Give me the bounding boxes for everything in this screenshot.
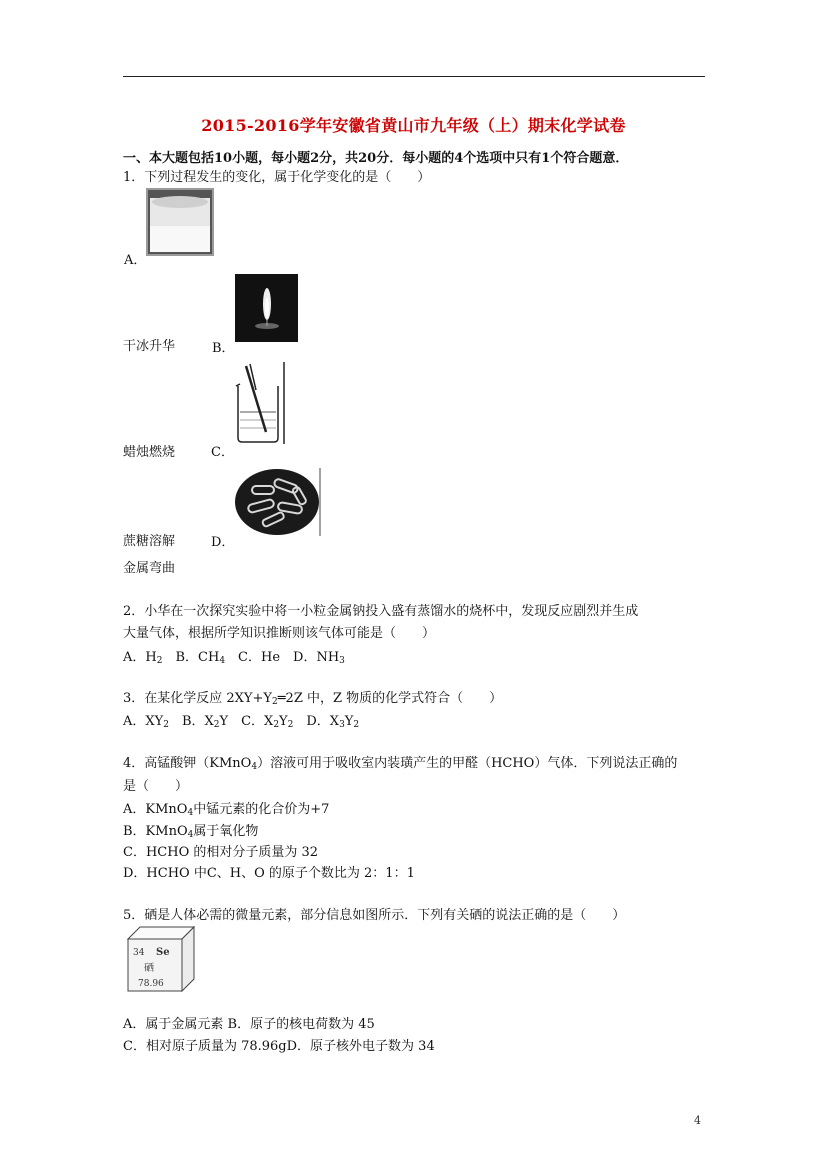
q3-stem-subscript: 2 <box>272 697 278 707</box>
q3-option-b: B．X <box>181 714 214 729</box>
element-mass: 78.96 <box>138 979 164 989</box>
q4-option-a <box>123 798 329 817</box>
q4-option-b-subscript: 4 <box>187 830 194 840</box>
q3-stem-pre: 3．在某化学反应 2XY+Y <box>123 691 272 706</box>
exam-title: 2015-2016学年安徽省黄山市九年级（上）期末化学试卷 <box>201 116 626 135</box>
q1-option-d-label: D． <box>211 535 235 550</box>
q4-option-d: D．HCHO 中C、H、O 的原子个数比为 2：1：1 <box>123 866 415 881</box>
q4-option-c: C．HCHO 的相对分子质量为 32 <box>123 845 319 860</box>
q4-stem-line1 <box>123 752 677 771</box>
q4-stem-line2: 是（ ） <box>123 779 189 794</box>
q4-stem-post: ）溶液可用于吸收室内装璜产生的甲醛（HCHO）气体．下列说法正确的 <box>257 756 678 771</box>
q3-option-c-mid: Y <box>279 714 288 729</box>
q1-option-a-label: A． <box>124 253 147 268</box>
q3-option-d-subscript-2: 2 <box>353 720 360 730</box>
q1-option-b-label: B． <box>212 341 235 356</box>
q1-option-c-label: C． <box>211 445 234 460</box>
q5-options-ab: A．属于金属元素 B．原子的核电荷数为 45 <box>123 1017 375 1032</box>
candle-flame-image <box>235 274 298 342</box>
q3-option-d: D．X <box>306 714 340 729</box>
q3-option-c-subscript-2: 2 <box>287 720 294 730</box>
q2-option-a: A．H <box>123 650 157 665</box>
q4-option-b-post: 属于氧化物 <box>193 824 259 839</box>
element-symbol: Se <box>156 947 170 958</box>
q1-caption-3: 蔗糖溶解 <box>123 534 176 549</box>
q3-stem <box>123 687 502 706</box>
page-number: 4 <box>694 1114 701 1127</box>
q3-option-d-subscript-1: 3 <box>339 720 345 730</box>
q2-option-a-subscript: 2 <box>156 656 163 666</box>
q1-stem: 1．下列过程发生的变化，属于化学变化的是（ ） <box>123 170 431 185</box>
q3-option-a: A．XY <box>123 714 164 729</box>
q3-option-a-subscript: 2 <box>163 720 169 730</box>
q4-option-a-subscript: 4 <box>187 808 194 818</box>
q2-stem-line2: 大量气体，根据所学知识推断则该气体可能是（ ） <box>123 626 436 641</box>
q3-option-c-subscript-1: 2 <box>273 720 280 730</box>
beaker-image <box>232 360 287 445</box>
q2-option-d-subscript: 3 <box>339 656 345 666</box>
q4-option-a-post: 中锰元素的化合价为+7 <box>193 802 330 817</box>
header-rule <box>123 76 705 77</box>
q2-options <box>123 646 345 665</box>
section-heading: 一、本大题包括10小题，每小题2分，共20分．每小题的4个选项中只有1个符合题意． <box>123 151 629 166</box>
q4-stem-subscript: 4 <box>251 762 258 772</box>
selenium-element-card <box>124 925 196 993</box>
element-number: 34 <box>133 948 145 958</box>
q4-stem-pre: 4．高锰酸钾（KMnO <box>123 756 252 771</box>
q4-option-a-pre: A．KMnO <box>123 802 188 817</box>
q3-stem-post: ═2Z 中，Z 物质的化学式符合（ ） <box>277 691 503 706</box>
q1-caption-2: 蜡烛燃烧 <box>123 445 176 460</box>
q3-option-b-subscript: 2 <box>213 720 220 730</box>
q2-option-c: C．He <box>238 650 281 665</box>
dry-ice-image <box>146 188 214 256</box>
q2-stem-line1: 2．小华在一次探究实验中将一小粒金属钠投入盛有蒸馏水的烧杯中，发现反应剧烈并生成 <box>123 604 639 619</box>
q3-option-d-mid: Y <box>344 714 354 729</box>
q5-stem: 5．硒是人体必需的微量元素，部分信息如图所示．下列有关硒的说法正确的是（ ） <box>123 908 626 923</box>
q3-option-c: C．X <box>241 714 274 729</box>
q4-option-b-pre: B．KMnO <box>123 824 188 839</box>
q4-option-b <box>123 820 258 839</box>
q3-options <box>123 710 359 729</box>
q2-option-b: B．CH <box>175 650 220 665</box>
q2-option-d: D．NH <box>293 650 340 665</box>
q5-options-cd: C．相对原子质量为 78.96gD．原子核外电子数为 34 <box>123 1039 435 1054</box>
q1-caption-4: 金属弯曲 <box>123 561 176 576</box>
element-name: 硒 <box>144 963 154 974</box>
paperclips-image <box>234 468 322 536</box>
q1-caption-1: 干冰升华 <box>123 339 176 354</box>
q2-option-b-subscript: 4 <box>219 656 226 666</box>
q3-option-b-post: Y <box>219 714 229 729</box>
